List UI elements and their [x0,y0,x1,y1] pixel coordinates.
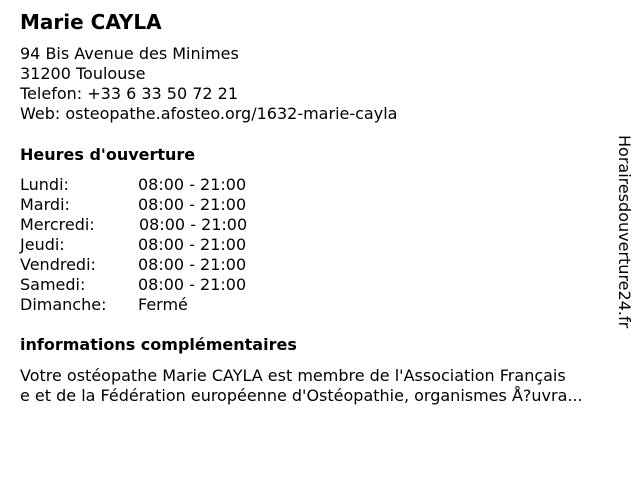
opening-time: 08:00 - 21:00 [138,255,247,274]
day-label: Jeudi: [20,235,65,254]
day-label: Samedi: [20,275,86,294]
website-line: Web: osteopathe.afosteo.org/1632-marie-cayla [20,104,398,123]
postal-city: 31200 Toulouse [20,64,146,83]
info-heading: informations complémentaires [20,335,297,354]
hours-heading: Heures d'ouverture [20,145,196,164]
opening-time: 08:00 - 21:00 [138,275,247,294]
opening-time: 08:00 - 21:00 [138,195,247,214]
site-watermark [612,135,636,345]
hours-row-friday [20,255,320,275]
hours-row-wednesday [20,215,320,235]
day-label: Mardi: [20,195,70,214]
hours-row-saturday [20,275,320,295]
description-line: Votre ostéopathe Marie CAYLA est membre de l'Association Français [20,366,566,385]
address-block [20,44,397,124]
business-name: Marie CAYLA [20,10,162,34]
day-label: Mercredi: [20,215,95,234]
phone-line: Telefon: +33 6 33 50 72 21 [20,84,239,103]
hours-row-thursday [20,235,320,255]
opening-time: 08:00 - 21:00 [139,215,248,234]
hours-row-sunday [20,295,320,315]
day-label: Vendredi: [20,255,96,274]
street-address: 94 Bis Avenue des Minimes [20,44,239,63]
hours-row-tuesday [20,195,320,215]
description-line: e et de la Fédération européenne d'Ostéopathie, organismes Å?uvra... [20,386,583,405]
day-label: Lundi: [20,175,69,194]
hours-row-monday [20,175,320,195]
hours-table [20,175,320,315]
day-label: Dimanche: [20,295,107,314]
info-description [20,366,632,406]
opening-time: 08:00 - 21:00 [138,175,247,194]
watermark-text: Horairesdouverture24.fr [615,135,634,329]
opening-time: 08:00 - 21:00 [138,235,247,254]
opening-time: Fermé [138,295,188,314]
